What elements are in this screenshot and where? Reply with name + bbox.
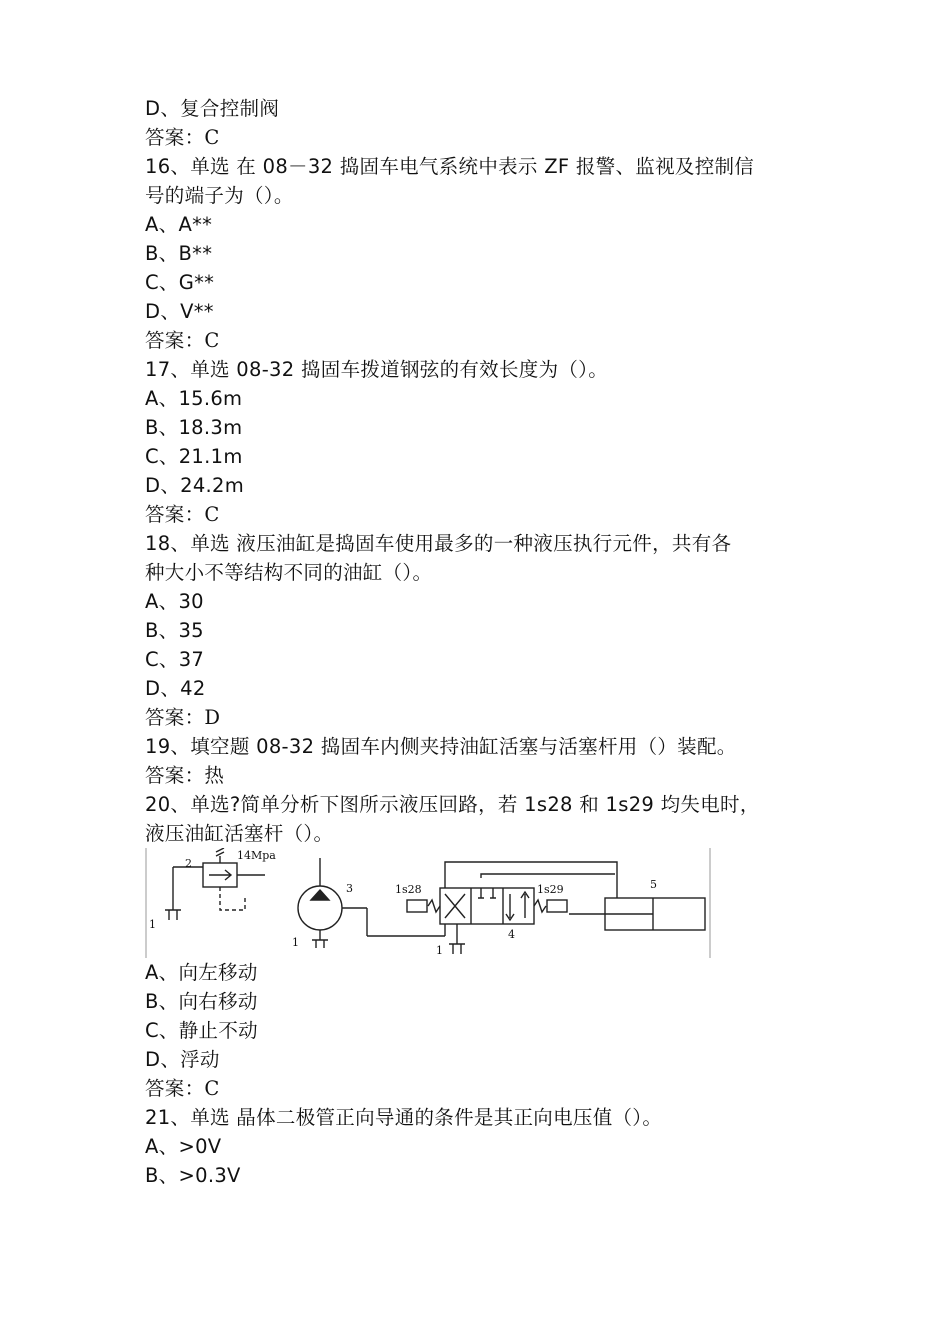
q16-option-c: C、G** bbox=[145, 271, 215, 294]
q15-answer: 答案：C bbox=[145, 126, 220, 149]
q18-option-c: C、37 bbox=[145, 648, 205, 671]
q18-option-d: D、42 bbox=[145, 677, 206, 700]
q18-stem-line1: 18、单选 液压油缸是捣固车使用最多的一种液压执行元件，共有各 bbox=[145, 532, 732, 555]
q17-option-a: A、15.6m bbox=[145, 387, 243, 410]
q16-stem-line2: 号的端子为（）。 bbox=[145, 184, 294, 207]
q19-stem: 19、填空题 08-32 捣固车内侧夹持油缸活塞与活塞杆用（）装配。 bbox=[145, 735, 737, 758]
q20-option-b: B、向右移动 bbox=[145, 990, 258, 1013]
label-3: 3 bbox=[346, 882, 353, 895]
label-pressure: 14Mpa bbox=[237, 849, 276, 862]
q16-option-a: A、A** bbox=[145, 213, 213, 236]
q21-stem: 21、单选 晶体二极管正向导通的条件是其正向电压值（）。 bbox=[145, 1106, 663, 1129]
label-1c: 1 bbox=[436, 944, 443, 957]
q20-stem-line1: 20、单选?简单分析下图所示液压回路，若 1s28 和 1s29 均失电时， bbox=[145, 793, 760, 816]
q15-option-d: D、复合控制阀 bbox=[145, 97, 280, 120]
label-1s28: 1s28 bbox=[395, 883, 422, 896]
q16-option-b: B、B** bbox=[145, 242, 213, 265]
hydraulic-circuit-diagram bbox=[145, 848, 711, 958]
q20-option-c: C、静止不动 bbox=[145, 1019, 258, 1042]
label-1b: 1 bbox=[292, 936, 299, 949]
solenoid-1s29 bbox=[547, 900, 567, 912]
q18-option-b: B、35 bbox=[145, 619, 204, 642]
q16-stem-line1: 16、单选 在 08－32 捣固车电气系统中表示 ZF 报警、监视及控制信 bbox=[145, 155, 755, 178]
label-5: 5 bbox=[650, 878, 657, 891]
label-2: 2 bbox=[185, 857, 192, 870]
q21-option-a: A、>0V bbox=[145, 1135, 222, 1158]
q18-answer: 答案：D bbox=[145, 706, 221, 729]
q16-answer: 答案：C bbox=[145, 329, 220, 352]
q21-option-b: B、>0.3V bbox=[145, 1164, 241, 1187]
q17-answer: 答案：C bbox=[145, 503, 220, 526]
q16-option-d: D、V** bbox=[145, 300, 214, 323]
document-page bbox=[145, 94, 815, 1190]
solenoid-1s28 bbox=[407, 900, 427, 912]
q17-option-b: B、18.3m bbox=[145, 416, 243, 439]
q18-option-a: A、30 bbox=[145, 590, 204, 613]
q20-option-a: A、向左移动 bbox=[145, 961, 258, 984]
q20-option-d: D、浮动 bbox=[145, 1048, 220, 1071]
q17-option-c: C、21.1m bbox=[145, 445, 243, 468]
q18-stem-line2: 种大小不等结构不同的油缸（）。 bbox=[145, 561, 433, 584]
label-1s29: 1s29 bbox=[537, 883, 564, 896]
q20-stem-line2: 液压油缸活塞杆（）。 bbox=[145, 822, 334, 845]
q17-stem: 17、单选 08-32 捣固车拨道钢弦的有效长度为（）。 bbox=[145, 358, 609, 381]
tank-left bbox=[165, 867, 181, 920]
q20-answer: 答案：C bbox=[145, 1077, 220, 1100]
q17-option-d: D、24.2m bbox=[145, 474, 245, 497]
label-1a: 1 bbox=[149, 918, 156, 931]
q19-answer: 答案：热 bbox=[145, 764, 225, 787]
label-4: 4 bbox=[508, 928, 515, 941]
